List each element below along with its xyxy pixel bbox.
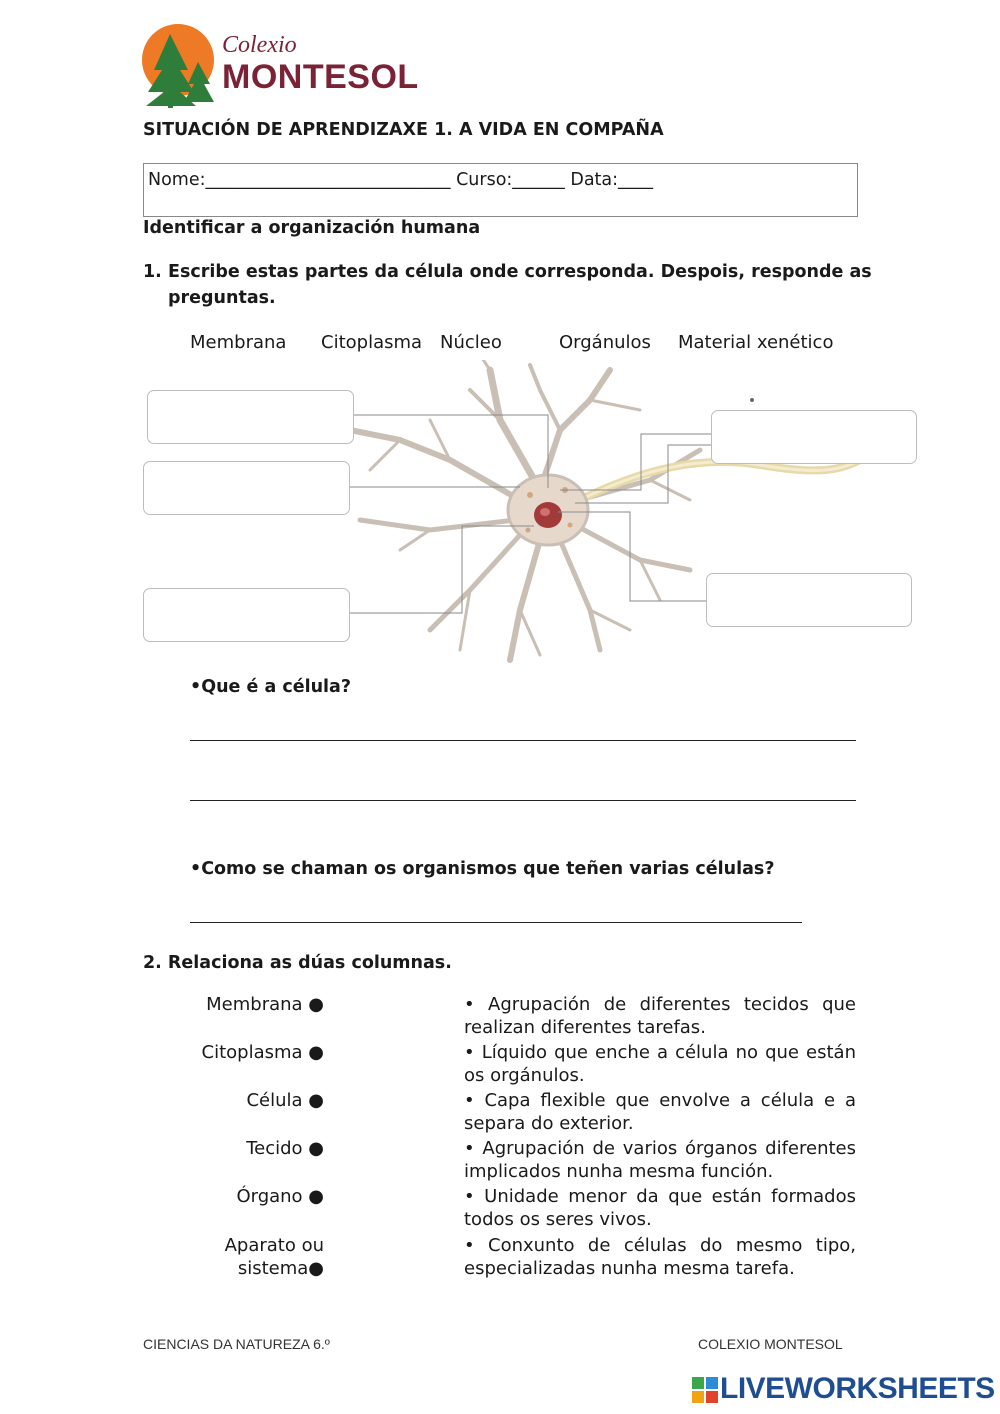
question-2-title: 2. Relaciona as dúas columnas. [143,953,452,973]
school-logo [140,22,450,112]
sub-question-1-text: Que é a célula? [201,677,352,697]
student-info-fields: Nome:____________________________ Curso:______ Data:____ [148,170,654,190]
match-left-aparato-line1[interactable]: Aparato ou [224,1235,324,1256]
match-right-1[interactable]: • Agrupación de diferentes tecidos que realizan diferentes tarefas. [464,994,856,1038]
match-left-citoplasma[interactable]: Citoplasma ● [201,1042,324,1063]
match-left-tecido[interactable]: Tecido ● [246,1138,324,1159]
question-1-text-line2: preguntas. [168,288,276,308]
logo-text-montesol: MONTESOL [222,58,419,96]
word-citoplasma: Citoplasma [321,332,423,353]
label-box-2[interactable] [143,461,350,515]
label-box-5[interactable] [706,573,912,627]
label-box-1[interactable] [147,390,354,444]
word-membrana: Membrana [190,332,287,353]
answer-line-1[interactable] [190,740,856,741]
student-info-box [143,163,858,217]
liveworksheets-text: LIVEWORKSHEETS [720,1372,995,1405]
bullet-2: • [190,859,202,879]
word-material-xenetico: Material xenético [678,332,834,353]
liveworksheets-icon [692,1377,718,1403]
logo-text-colexio: Colexio [222,32,297,58]
word-nucleo: Núcleo [440,332,502,353]
bullet-1: • [190,677,202,697]
sub-question-2-text: Como se chaman os organismos que teñen varias células? [201,859,775,879]
sub-question-1 [190,677,351,697]
match-right-6[interactable]: • Conxunto de células do mesmo tipo, especializadas nunha mesma tarefa. [464,1235,856,1279]
match-left-celula[interactable]: Célula ● [246,1090,324,1111]
match-right-2[interactable]: • Líquido que enche a célula no que están os orgánulos. [464,1042,856,1086]
match-right-5[interactable]: • Unidade menor da que están formados todos os seres vivos. [464,1186,856,1230]
footer-subject: CIENCIAS DA NATUREZA 6.º [143,1336,330,1352]
word-organulos: Orgánulos [559,332,651,353]
section-subtitle: Identificar a organización humana [143,218,481,238]
page-title: SITUACIÓN DE APRENDIZAXE 1. A VIDA EN COMPAÑA [143,120,664,140]
label-box-4[interactable] [711,410,917,464]
match-left-membrana[interactable]: Membrana ● [206,994,324,1015]
match-left-aparato-line2[interactable]: sistema● [237,1258,324,1279]
sub-question-2 [190,859,774,879]
match-left-organo[interactable]: Órgano ● [236,1186,324,1207]
question-1-text-line1: Escribe estas partes da célula onde corresponda. Despois, responde as [168,262,872,282]
answer-line-3[interactable] [190,922,802,923]
footer-school: COLEXIO MONTESOL [698,1336,843,1352]
label-box-3[interactable] [143,588,350,642]
match-right-4[interactable]: • Agrupación de varios órganos diferentes implicados nunha mesma función. [464,1138,856,1182]
answer-line-2[interactable] [190,800,856,801]
match-right-3[interactable]: • Capa flexible que envolve a célula e a separa do exterior. [464,1090,856,1134]
question-1-number: 1. [143,262,162,282]
tree-sun-icon [140,22,220,108]
liveworksheets-brand [692,1372,995,1408]
